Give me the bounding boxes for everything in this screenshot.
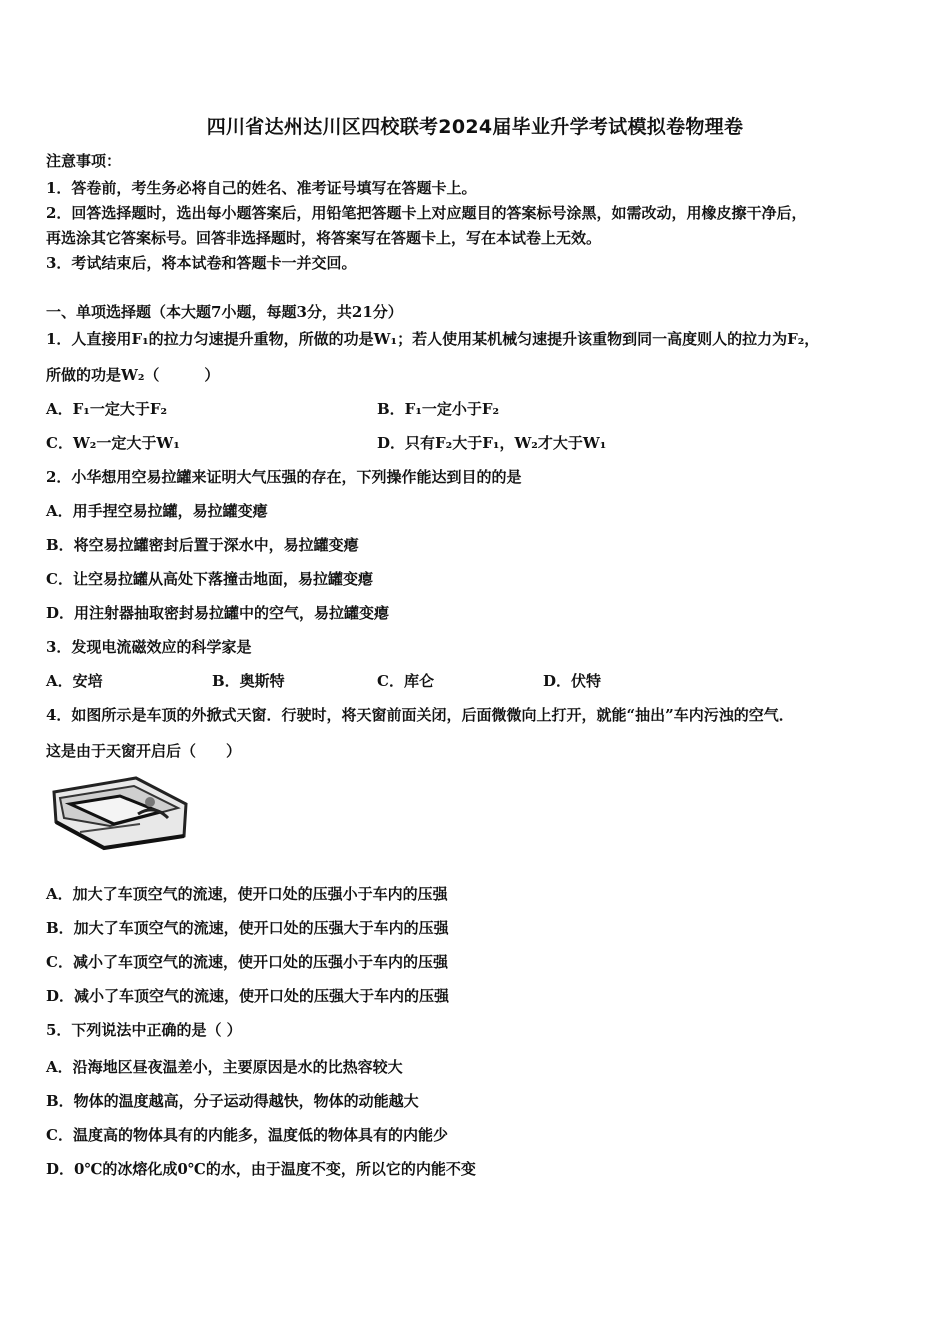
q4-option-b: B．加大了车顶空气的流速，使开口处的压强大于车内的压强 (46, 919, 449, 937)
q4-option-c: C．减小了车顶空气的流速，使开口处的压强小于车内的压强 (46, 953, 448, 971)
q4-stem: 4．如图所示是车顶的外掀式天窗．行驶时，将天窗前面关闭，后面微微向上打开，就能“抽出”车内污浊的空气． (46, 706, 794, 724)
q5-option-b: B．物体的温度越高，分子运动得越快，物体的动能越大 (46, 1092, 419, 1110)
q2-stem: 2．小华想用空易拉罐来证明大气压强的存在，下列操作能达到目的的是 (46, 468, 522, 486)
notice-item-2: 2．回答选择题时，选出每小题答案后，用铅笔把答题卡上对应题目的答案标号涂黑，如需改动，用橡皮擦干净后， (46, 204, 807, 222)
q2-option-a: A．用手捏空易拉罐，易拉罐变瘪 (46, 502, 268, 520)
notice-heading: 注意事项： (46, 152, 122, 170)
q4-option-a: A．加大了车顶空气的流速，使开口处的压强小于车内的压强 (46, 885, 448, 903)
q5-stem: 5．下列说法中正确的是（ ） (46, 1021, 242, 1039)
q2-option-b: B．将空易拉罐密封后置于深水中，易拉罐变瘪 (46, 536, 359, 554)
q3-option-d: D．伏特 (543, 672, 602, 690)
q4-stem-cont: 这是由于天窗开启后（ ） (46, 742, 242, 760)
q3-option-a: A．安培 (46, 672, 103, 690)
sunroof-figure (50, 774, 190, 852)
section-heading: 一、单项选择题（本大题7小题，每题3分，共21分） (46, 303, 403, 321)
q1-option-d: D．只有F₂大于F₁，W₂才大于W₁ (377, 434, 607, 452)
q3-option-b: B．奥斯特 (212, 672, 285, 690)
q2-option-c: C．让空易拉罐从高处下落撞击地面，易拉罐变瘪 (46, 570, 373, 588)
q5-option-c: C．温度高的物体具有的内能多，温度低的物体具有的内能少 (46, 1126, 448, 1144)
q1-stem-cont: 所做的功是W₂（ ） (46, 366, 220, 384)
q3-stem: 3．发现电流磁效应的科学家是 (46, 638, 252, 656)
q2-option-d: D．用注射器抽取密封易拉罐中的空气，易拉罐变瘪 (46, 604, 390, 622)
notice-item-3: 3．考试结束后，将本试卷和答题卡一并交回。 (46, 254, 357, 272)
q5-option-d: D．0℃的冰熔化成0℃的水，由于温度不变，所以它的内能不变 (46, 1160, 476, 1178)
q4-option-d: D．减小了车顶空气的流速，使开口处的压强大于车内的压强 (46, 987, 450, 1005)
q5-option-a: A．沿海地区昼夜温差小，主要原因是水的比热容较大 (46, 1058, 403, 1076)
notice-item-2-cont: 再选涂其它答案标号。回答非选择题时，将答案写在答题卡上，写在本试卷上无效。 (46, 229, 602, 247)
q1-option-b: B．F₁一定小于F₂ (377, 400, 500, 418)
notice-item-1: 1．答卷前，考生务必将自己的姓名、准考证号填写在答题卡上。 (46, 179, 477, 197)
q1-stem: 1．人直接用F₁的拉力匀速提升重物，所做的功是W₁；若人使用某机械匀速提升该重物到同一高度则人的拉力为F₂， (46, 330, 820, 348)
q3-option-c: C．库仑 (377, 672, 434, 690)
q1-option-a: A．F₁一定大于F₂ (46, 400, 168, 418)
page-title: 四川省达州达川区四校联考2024届毕业升学考试模拟卷物理卷 (206, 116, 744, 138)
q1-option-c: C．W₂一定大于W₁ (46, 434, 180, 452)
